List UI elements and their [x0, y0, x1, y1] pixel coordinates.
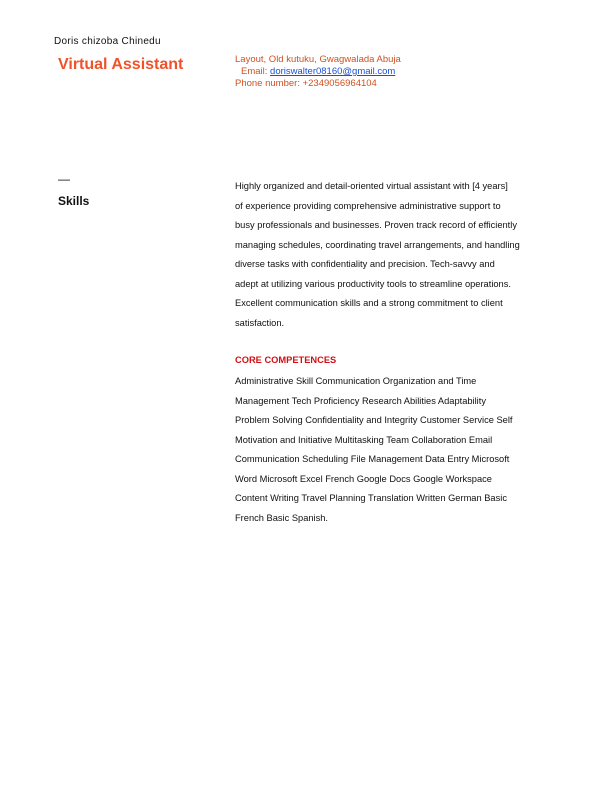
email-link[interactable]: doriswalter08160@gmail.com [270, 66, 396, 77]
phone-number: Phone number: +2349056964104 [235, 78, 377, 89]
summary-line: managing schedules, coordinating travel arrangements, and handling [235, 239, 520, 250]
competence-line: Communication Scheduling File Management Data Entry Microsoft [235, 454, 510, 464]
competence-line: Motivation and Initiative Multitasking Team Collaboration Email [235, 434, 493, 445]
candidate-name: Doris chizoba Chinedu [54, 36, 161, 47]
core-competences-heading: CORE COMPETENCES [235, 355, 337, 365]
email-line [241, 66, 395, 78]
core-competences-list [235, 372, 545, 528]
competence-line: Content Writing Travel Planning Translation Written German Basic [235, 493, 507, 503]
email-label: Email: [241, 66, 271, 77]
competence-line: Management Tech Proficiency Research Abilities Adaptability [235, 395, 486, 406]
summary-line: busy professionals and businesses. Proven track record of efficiently [235, 220, 517, 230]
competence-line: Administrative Skill Communication Organization and Time [235, 376, 477, 386]
summary-line: Highly organized and detail-oriented virtual assistant with [4 years] [235, 181, 508, 191]
summary-paragraph [235, 177, 545, 333]
summary-line: Excellent communication skills and a strong commitment to client [235, 298, 503, 308]
job-title: Virtual Assistant [58, 56, 184, 73]
address: Layout, Old kutuku, Gwagwalada Abuja [235, 54, 401, 65]
section-label-skills: Skills [58, 194, 90, 208]
section-divider: — [58, 172, 70, 186]
summary-line: diverse tasks with confidentiality and precision. Tech-savvy and [235, 259, 495, 269]
competence-line: Word Microsoft Excel French Google Docs Google Workspace [235, 473, 492, 484]
summary-line: of experience providing comprehensive administrative support to [235, 200, 501, 211]
summary-line: satisfaction. [235, 317, 285, 328]
summary-line: adept at utilizing various productivity tools to streamline operations. [235, 278, 511, 289]
competence-line: French Basic Spanish. [235, 512, 329, 523]
competence-line: Problem Solving Confidentiality and Integrity Customer Service Self [235, 415, 513, 425]
